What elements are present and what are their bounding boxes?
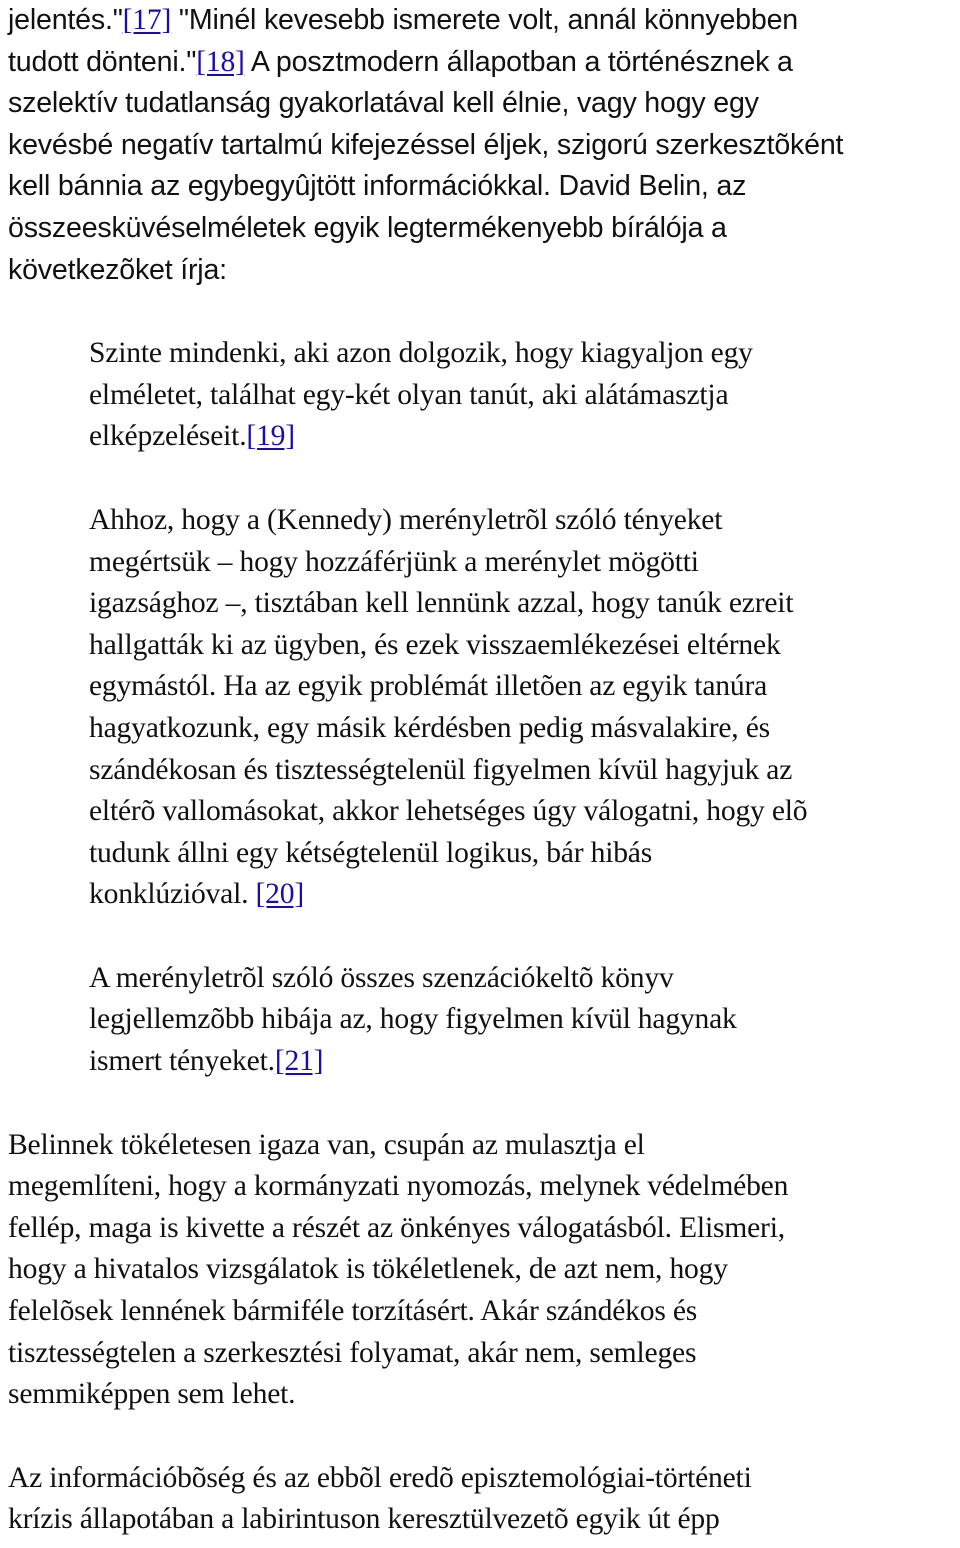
blockquote-belin-1 [8, 333, 960, 458]
text-line: megemlíteni, hogy a kormányzati nyomozás, melynek védelmében [8, 1170, 789, 1203]
text-line: Az információbõség és az ebbõl eredõ episztemológiai-történeti [8, 1461, 752, 1494]
text-line: kevésbé negatív tartalmú kifejezéssel éljek, szigorú szerkesztõként [8, 128, 844, 161]
text-line: krízis állapotában a labirintuson keresztülvezetõ egyik út épp [8, 1503, 720, 1536]
text-line: következõket írja: [8, 253, 227, 286]
text-line [8, 166, 960, 208]
text-line: elméletet, találhat egy-két olyan tanút, aki alátámasztja [89, 378, 729, 411]
text-line: megértsük – hogy hozzáférjünk a merénylet mögötti [89, 545, 699, 578]
text-segment: A posztmodern állapotban a történésznek a [244, 45, 793, 78]
text-segment: David Belin, az [550, 170, 747, 203]
text-line: Ahhoz, hogy a (Kennedy) merényletrõl szóló tényeket [89, 503, 723, 536]
footnote-link-20[interactable]: [20] [255, 878, 305, 911]
text-line [89, 416, 960, 458]
text-line: szándékosan és tisztességtelenül figyelmen kívül hagyjuk az [89, 753, 793, 786]
text-line: hallgatták ki az ügyben, és ezek visszaemlékezései eltérnek [89, 628, 781, 661]
document-body [8, 0, 960, 1541]
text-segment: "Minél kevesebb ismerete volt, annál könnyebben [171, 4, 798, 36]
text-line: semmiképpen sem lehet. [8, 1378, 296, 1411]
paragraph-belin-critique [8, 1125, 960, 1416]
text-line: hagyatkozunk, egy másik kérdésben pedig másvalakire, és [89, 711, 770, 744]
text-line: Szinte mindenki, aki azon dolgozik, hogy kiagyaljon egy [89, 337, 753, 370]
text-segment: tudott dönteni." [8, 45, 197, 78]
text-line [8, 42, 960, 84]
footnote-link-17[interactable]: [17] [122, 4, 172, 36]
text-segment: ismert tényeket. [89, 1045, 275, 1078]
text-segment: elképzeléseit. [89, 420, 247, 453]
text-line: Belinnek tökéletesen igaza van, csupán az mulasztja el [8, 1128, 645, 1161]
text-segment: konklúzióval. [89, 878, 256, 911]
text-line: felelõsek lennének bármiféle torzításért. Akár szándékos és [8, 1295, 698, 1328]
text-line: fellép, maga is kivette a részét az önkényes válogatásból. Elismeri, [8, 1211, 785, 1244]
text-line: tudunk állni egy kétségtelenül logikus, bár hibás [89, 836, 653, 869]
text-line: igazsághoz –, tisztában kell lennünk azzal, hogy tanúk ezreit [89, 587, 794, 620]
footnote-link-21[interactable]: [21] [274, 1045, 324, 1078]
paragraph-belin-intro [8, 0, 960, 291]
paragraph-information-crisis [8, 1458, 960, 1541]
text-line: egymástól. Ha az egyik problémát illetõen az egyik tanúra [89, 670, 768, 703]
text-segment: kell bánnia az egybegyûjtött információkkal. [8, 170, 551, 203]
text-line: A merényletrõl szóló összes szenzációkeltõ könyv [89, 961, 674, 994]
text-line: szelektív tudatlanság gyakorlatával kell élnie, vagy hogy egy [8, 87, 759, 120]
text-line: hogy a hivatalos vizsgálatok is tökéletlenek, de azt nem, hogy [8, 1253, 728, 1286]
text-line [89, 1041, 960, 1083]
footnote-link-18[interactable]: [18] [196, 45, 245, 78]
text-line [8, 0, 960, 42]
blockquote-belin-2 [8, 500, 960, 916]
text-line: tisztességtelen a szerkesztési folyamat, akár nem, semleges [8, 1336, 697, 1369]
text-line: legjellemzõbb hibája az, hogy figyelmen kívül hagynak [89, 1003, 737, 1036]
footnote-link-19[interactable]: [19] [246, 420, 295, 453]
text-line: eltérõ vallomásokat, akkor lehetséges úgy válogatni, hogy elõ [89, 795, 808, 828]
text-segment: jelentés." [8, 4, 123, 36]
text-line [89, 874, 960, 916]
text-line: összeesküvéselméletek egyik legtermékenyebb bírálója a [8, 211, 727, 244]
blockquote-belin-3 [8, 958, 960, 1083]
